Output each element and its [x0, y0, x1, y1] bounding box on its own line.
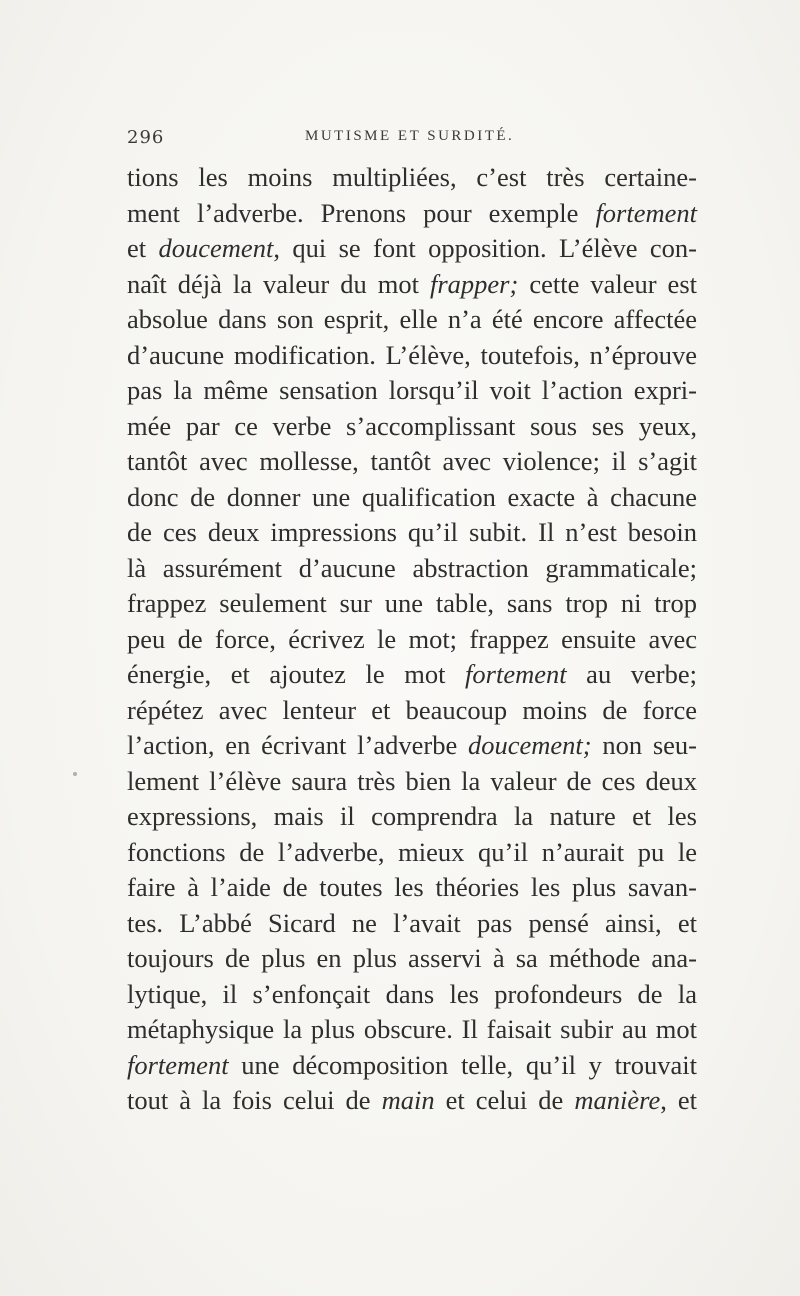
text-line: [127, 941, 697, 977]
text-line: [127, 728, 697, 764]
text-run: tions les moins multipliées, c’est très certaine-: [127, 162, 697, 192]
text-line: [127, 480, 697, 516]
text-run: énergie, et ajoutez le mot: [127, 659, 466, 689]
text-line: [127, 196, 697, 232]
text-run: au verbe;: [566, 659, 697, 689]
italic-word: doucement: [158, 233, 274, 263]
text-run: lytique, il s’enfonçait dans les profondeurs de la: [127, 978, 697, 1009]
text-line: [127, 338, 697, 374]
text-line: [127, 409, 697, 445]
text-line: [127, 551, 697, 587]
text-run: lement l’élève saura très bien la valeur de ces deux: [127, 765, 697, 796]
italic-word: frapper;: [429, 268, 519, 299]
text-line: [127, 1012, 697, 1048]
text-line: [127, 906, 697, 942]
italic-word: manière: [574, 1085, 661, 1115]
text-run: expressions, mais il comprendra la nature et les: [127, 801, 697, 831]
text-run: fonctions de l’adverbe, mieux qu’il n’aurait pu le: [127, 836, 697, 867]
text-run: pas la même sensation lorsqu’il voit l’action expri-: [127, 375, 697, 405]
text-run: peu de force, écrivez le mot; frappez ensuite avec: [127, 623, 697, 654]
text-run: là assurément d’aucune abstraction grammaticale;: [127, 552, 697, 583]
text-run: et celui de: [434, 1085, 575, 1115]
text-run: d’aucune modification. L’élève, toutefois, n’éprouve: [127, 339, 697, 370]
text-run: l’action, en écrivant l’adverbe: [127, 730, 468, 760]
text-run: tout à la fois celui de: [127, 1085, 382, 1115]
text-run: naît déjà la valeur du mot: [127, 268, 430, 299]
text-line: [127, 870, 697, 906]
text-line: [127, 693, 697, 729]
text-line: [127, 799, 697, 835]
text-line: [127, 515, 697, 551]
text-line: [127, 622, 697, 658]
text-run: répétez avec lenteur et beaucoup moins de force: [127, 694, 697, 725]
italic-word: main: [381, 1085, 435, 1115]
text-line: [127, 373, 697, 409]
italic-word: doucement;: [467, 730, 592, 760]
body-text: [127, 160, 697, 1119]
text-run: ment l’adverbe. Prenons pour exemple: [127, 197, 596, 228]
text-line: [127, 977, 697, 1013]
text-run: donc de donner une qualification exacte à chacune: [127, 481, 697, 512]
text-line: [127, 444, 697, 480]
italic-word: fortement: [127, 1049, 229, 1080]
text-line: [127, 302, 697, 338]
text-line: [127, 1083, 697, 1119]
text-line: [127, 160, 697, 196]
text-run: absolue dans son esprit, elle n’a été encore affectée: [127, 304, 697, 334]
text-run: mée par ce verbe s’accomplissant sous ses yeux,: [127, 410, 697, 441]
text-run: tes. L’abbé Sicard ne l’avait pas pensé ainsi, et: [127, 907, 697, 938]
running-title: MUTISME ET SURDITÉ.: [305, 128, 515, 144]
text-run: tantôt avec mollesse, tantôt avec violence; il s’agit: [127, 446, 697, 476]
text-run: faire à l’aide de toutes les théories les plus savan-: [127, 872, 697, 902]
page-number: 296: [127, 127, 165, 148]
text-run: cette valeur est: [518, 268, 697, 299]
text-run: et: [127, 233, 159, 263]
text-line: [127, 1048, 697, 1084]
text-run: , qui se font opposition. L’élève con-: [273, 233, 697, 263]
italic-word: fortement: [595, 197, 697, 228]
text-line: [127, 764, 697, 800]
page-header: [127, 127, 697, 153]
text-run: métaphysique la plus obscure. Il faisait subir au mot: [127, 1014, 697, 1044]
text-run: une décomposition telle, qu’il y trouvait: [228, 1049, 697, 1080]
text-run: de ces deux impressions qu’il subit. Il n’est besoin: [127, 517, 697, 547]
text-line: [127, 586, 697, 622]
text-run: , et: [660, 1085, 698, 1115]
text-run: toujours de plus en plus asservi à sa méthode ana-: [127, 943, 697, 973]
italic-word: fortement: [465, 659, 567, 689]
text-line: [127, 267, 697, 303]
paper-speck: [73, 772, 77, 776]
text-line: [127, 231, 697, 267]
text-line: [127, 835, 697, 871]
text-line: [127, 657, 697, 693]
text-run: non seu-: [591, 730, 697, 760]
text-run: frappez seulement sur une table, sans trop ni trop: [127, 588, 697, 618]
